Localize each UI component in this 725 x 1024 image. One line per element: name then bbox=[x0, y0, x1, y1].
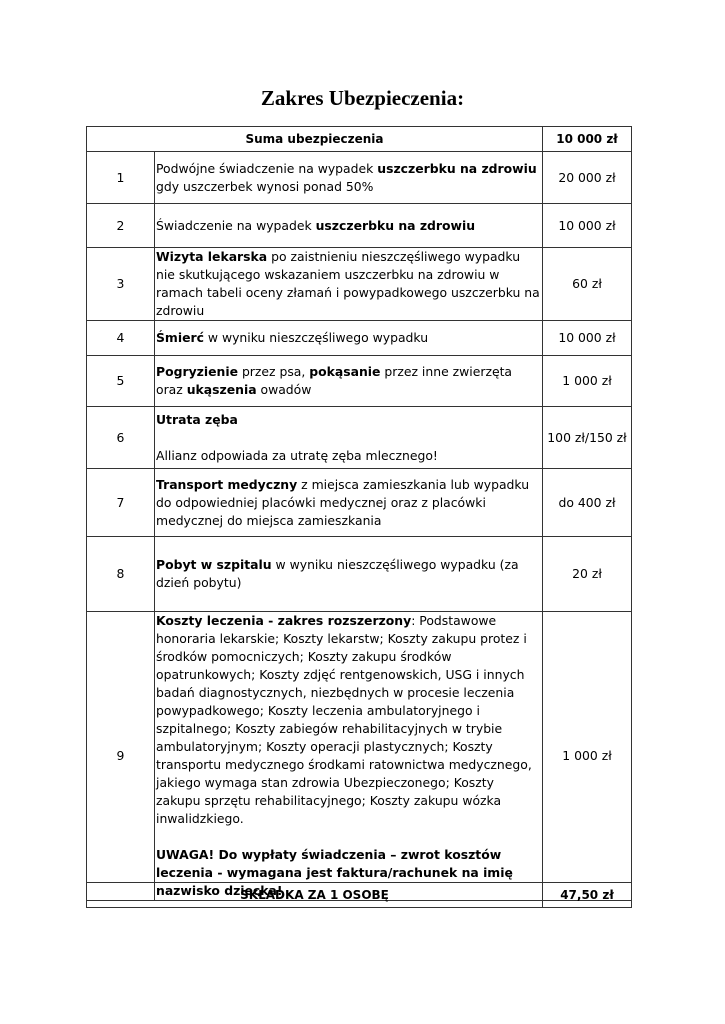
row-value: 10 000 zł bbox=[543, 321, 632, 356]
table-row bbox=[87, 612, 632, 901]
bold-text: uszczerbku na zdrowiu bbox=[377, 160, 537, 176]
row-number: 7 bbox=[87, 469, 155, 537]
row-value: 60 zł bbox=[543, 248, 632, 321]
row-description bbox=[155, 356, 543, 407]
bold-text: Wizyta lekarska bbox=[156, 249, 268, 264]
row-number: 2 bbox=[87, 204, 155, 248]
table-row bbox=[87, 321, 632, 356]
bold-text: pokąsanie bbox=[309, 364, 381, 379]
row-number: 6 bbox=[87, 407, 155, 469]
text: przez psa, bbox=[238, 364, 310, 379]
table-row bbox=[87, 537, 632, 612]
row-description bbox=[155, 204, 543, 248]
text: z miejsca zamieszkania lub wypadku do odpowiedniej placówki medycznej oraz z placówki medycznej do miejsca zamieszkania bbox=[156, 476, 530, 528]
table-row bbox=[87, 204, 632, 248]
row-description bbox=[155, 612, 543, 901]
row-number: 5 bbox=[87, 356, 155, 407]
bold-text: Śmierć bbox=[156, 330, 204, 345]
fee-value: 47,50 zł bbox=[543, 883, 632, 908]
sum-insured-value: 10 000 zł bbox=[543, 127, 632, 152]
text: po zaistnieniu nieszczęśliwego wypadku nie skutkującego wskazaniem uszczerbku na zdrowiu w ramach tabeli oceny złamań i powypadkowego uszczerbku na zdrowiu bbox=[156, 249, 540, 318]
row-description bbox=[155, 407, 543, 469]
text: Podwójne świadczenie na wypadek bbox=[156, 160, 378, 176]
row-description bbox=[155, 469, 543, 537]
row-description bbox=[155, 537, 543, 612]
row-description bbox=[155, 248, 543, 321]
table-row bbox=[87, 469, 632, 537]
table-row bbox=[87, 152, 632, 204]
row-number: 8 bbox=[87, 537, 155, 612]
row-description bbox=[155, 152, 543, 204]
row-description bbox=[155, 321, 543, 356]
row-value: 100 zł/150 zł bbox=[543, 407, 632, 469]
bold-text: Koszty leczenia - zakres rozszerzony bbox=[156, 613, 412, 628]
table-row bbox=[87, 356, 632, 407]
page-title: Zakres Ubezpieczenia: bbox=[260, 86, 465, 110]
text: gdy uszczerbek wynosi ponad 50% bbox=[156, 178, 374, 194]
bold-text: Utrata zęba bbox=[156, 411, 238, 427]
coverage-table bbox=[86, 126, 632, 901]
text: w wyniku nieszczęśliwego wypadku bbox=[203, 330, 429, 345]
row-number: 4 bbox=[87, 321, 155, 356]
bold-text: Transport medyczny bbox=[156, 476, 298, 492]
row-value: 10 000 zł bbox=[543, 204, 632, 248]
text: owadów bbox=[256, 382, 312, 397]
text: w wyniku nieszczęśliwego wypadku (za dzień pobytu) bbox=[156, 557, 519, 590]
row-number: 9 bbox=[87, 612, 155, 901]
bold-text: Pogryzienie bbox=[156, 364, 238, 379]
row-value: 1 000 zł bbox=[543, 356, 632, 407]
text: : Podstawowe honoraria lekarskie; Koszty lekarstw; Koszty zakupu protez i środków pomocniczych; Koszty zakupu środków opatrunkowych; Koszty zdjęć rentgenowskich, USG i innych badań diagnostycznych, niezbędnych w procesie leczenia powypadkowego; Koszty leczenia ambulatoryjnego i szpitalnego; Koszty zabiegów rehabilitacyjnych w trybie ambulatoryjnym; Koszty operacji plastycznych; Koszty transportu medycznego środkami ratownictwa medycznego, jakiego wymaga stan zdrowia Ubezpieczonego; Koszty zakupu sprzętu rehabilitacyjnego; Koszty zakupu wózka inwalidzkiego. bbox=[156, 613, 532, 826]
row-value: do 400 zł bbox=[543, 469, 632, 537]
table-row bbox=[87, 248, 632, 321]
row-value: 20 000 zł bbox=[543, 152, 632, 204]
table-row bbox=[87, 407, 632, 469]
row-number: 1 bbox=[87, 152, 155, 204]
row-value: 20 zł bbox=[543, 537, 632, 612]
bold-text: UWAGA! Do wypłaty świadczenia – zwrot kosztów leczenia - wymagana jest faktura/rachunek na imię nazwisko dziecka! bbox=[156, 847, 513, 898]
bold-text: ukąszenia bbox=[186, 382, 257, 397]
row-number: 3 bbox=[87, 248, 155, 321]
fee-table bbox=[86, 882, 632, 908]
text: Świadczenie na wypadek bbox=[156, 217, 316, 233]
fee-row bbox=[87, 883, 632, 908]
text: Allianz odpowiada za utratę zęba mlecznego! bbox=[156, 447, 438, 463]
bold-text: Pobyt w szpitalu bbox=[156, 557, 272, 572]
text: przez inne zwierzęta oraz bbox=[156, 364, 513, 397]
row-value: 1 000 zł bbox=[543, 612, 632, 901]
sum-insured-label: Suma ubezpieczenia bbox=[87, 127, 543, 152]
fee-label: SKŁADKA ZA 1 OSOBĘ bbox=[87, 883, 543, 908]
table-header-row bbox=[87, 127, 632, 152]
bold-text: uszczerbku na zdrowiu bbox=[315, 217, 476, 233]
